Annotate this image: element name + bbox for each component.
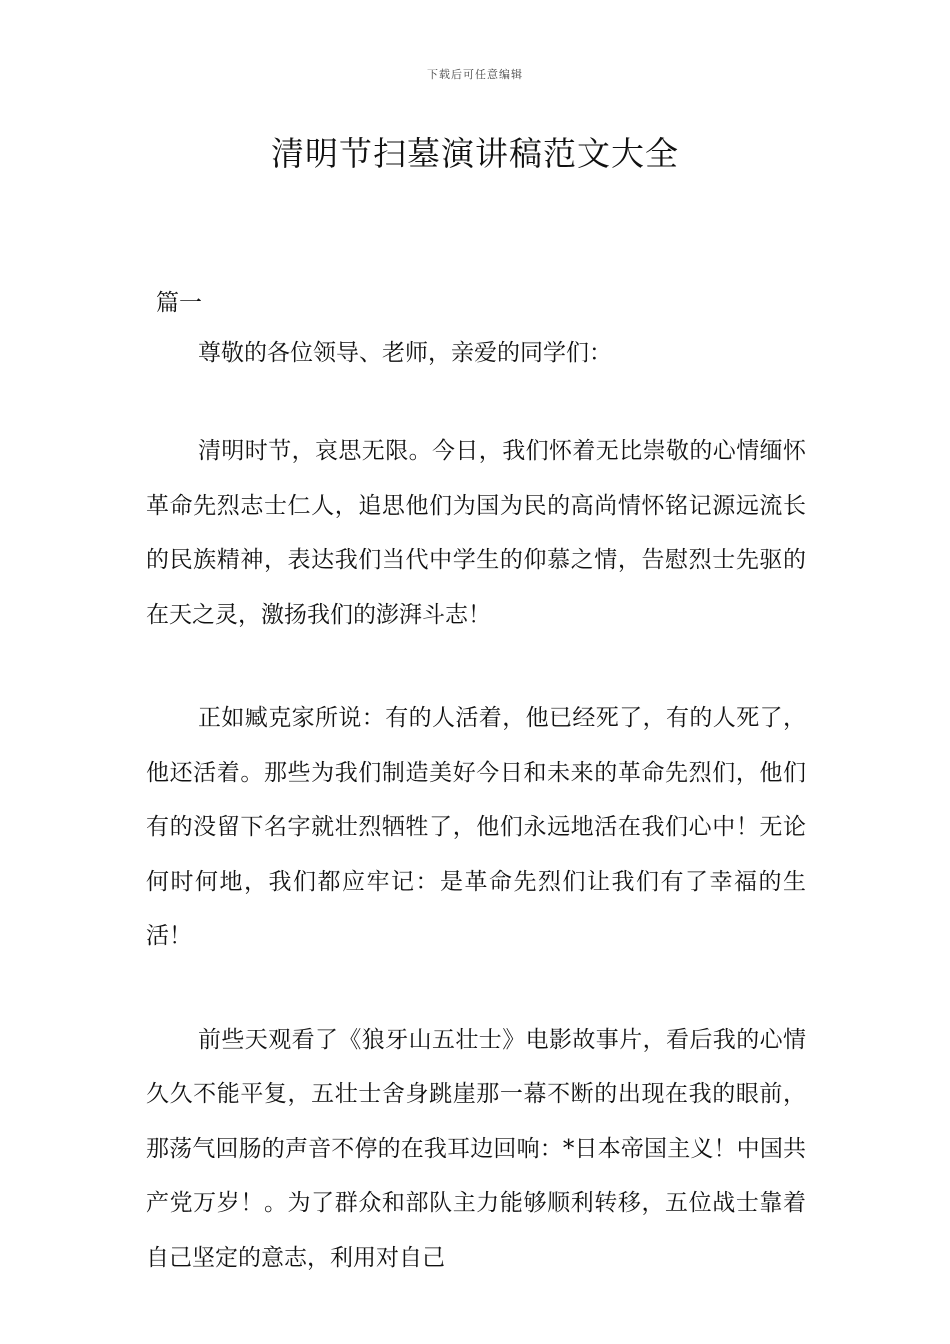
greeting: 尊敬的各位领导、老师，亲爱的同学们： (198, 340, 612, 366)
paragraph: 前些天观看了《狼牙山五壮士》电影故事片，看后我的心情久久不能平复，五壮士舍身跳崖那一幕不断的出现在我的眼前，那荡气回肠的声音不停的在我耳边回响：*日本帝国主义！中国共产党万岁！。为了群众和部队主力能够顺利转移，五位战士靠着自己坚定的意志，利用对自己 (146, 1026, 806, 1271)
document-title: 清明节扫墓演讲稿范文大全 (271, 134, 679, 173)
header-note: 下载后可任意编辑 (427, 68, 523, 81)
paragraph: 清明时节，哀思无限。今日，我们怀着无比崇敬的心情缅怀革命先烈志士仁人，追思他们为国为民的高尚情怀铭记源远流长的民族精神，表达我们当代中学生的仰慕之情，告慰烈士先驱的在天之灵，激扬我们的澎湃斗志！ (146, 438, 806, 628)
document-body (146, 330, 806, 1334)
section-label: 篇一 (156, 290, 202, 316)
paragraph: 正如臧克家所说：有的人活着，他已经死了，有的人死了，他还活着。那些为我们制造美好今日和未来的革命先烈们，他们有的没留下名字就壮烈牺牲了，他们永远地活在我们心中！无论何时何地，我们都应牢记：是革命先烈们让我们有了幸福的生活！ (146, 705, 806, 949)
